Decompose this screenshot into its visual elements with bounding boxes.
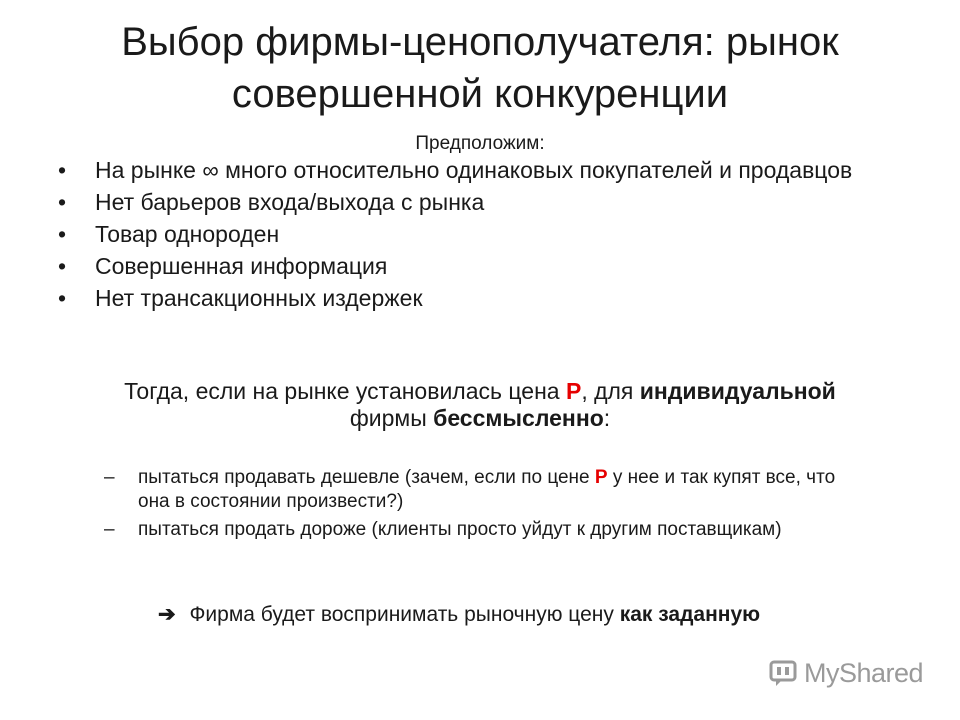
price-symbol: P [565, 378, 582, 404]
list-item [104, 466, 844, 514]
list-item: • Товар однороден [58, 222, 898, 247]
list-item [58, 158, 898, 183]
result-text [136, 602, 836, 627]
price-symbol: P [594, 467, 608, 488]
dash-text-part: пытаться продавать дешевле (зачем, если по цене [138, 467, 595, 488]
dash-list [104, 466, 844, 546]
list-item: • Нет трансакционных издержек [58, 286, 898, 311]
list-item: • Нет барьеров входа/выхода с рынка [58, 190, 898, 215]
list-item: – пытаться продать дороже (клиенты просто уйдут к другим поставщикам) [104, 518, 844, 542]
bullet-text-part: много относительно одинаковых покупателей и продавцов [218, 157, 853, 183]
conclusion-part: : [603, 405, 611, 431]
dash-text-part: у нее и так купят все, что она в состоянии произвести?) [138, 467, 836, 512]
myshared-logo-icon [768, 658, 798, 688]
intro-text: Предположим: [415, 133, 545, 154]
conclusion-part: Тогда, если на рынке установилась цена [124, 378, 566, 404]
infinity-symbol: ∞ [202, 157, 219, 183]
conclusion-text [40, 378, 920, 432]
bullet-text-part: На рынке [95, 157, 203, 183]
conclusion-part: фирмы [349, 405, 434, 431]
result-part: Фирма будет воспринимать рыночную цену [183, 603, 620, 626]
list-item: • Совершенная информация [58, 254, 898, 279]
assumptions-list [58, 158, 898, 318]
result-bold: как заданную [619, 603, 761, 626]
conclusion-bold: бессмысленно [433, 405, 604, 431]
conclusion-bold: индивидуальной [639, 378, 836, 404]
watermark [768, 656, 923, 690]
conclusion-part: , для [581, 378, 640, 404]
slide-title: Выбор фирмы-ценополучателя: рынок совершенной конкуренции [121, 20, 839, 116]
arrow-right-icon: ➔ [158, 603, 176, 626]
watermark-text: MyShared [804, 657, 924, 688]
